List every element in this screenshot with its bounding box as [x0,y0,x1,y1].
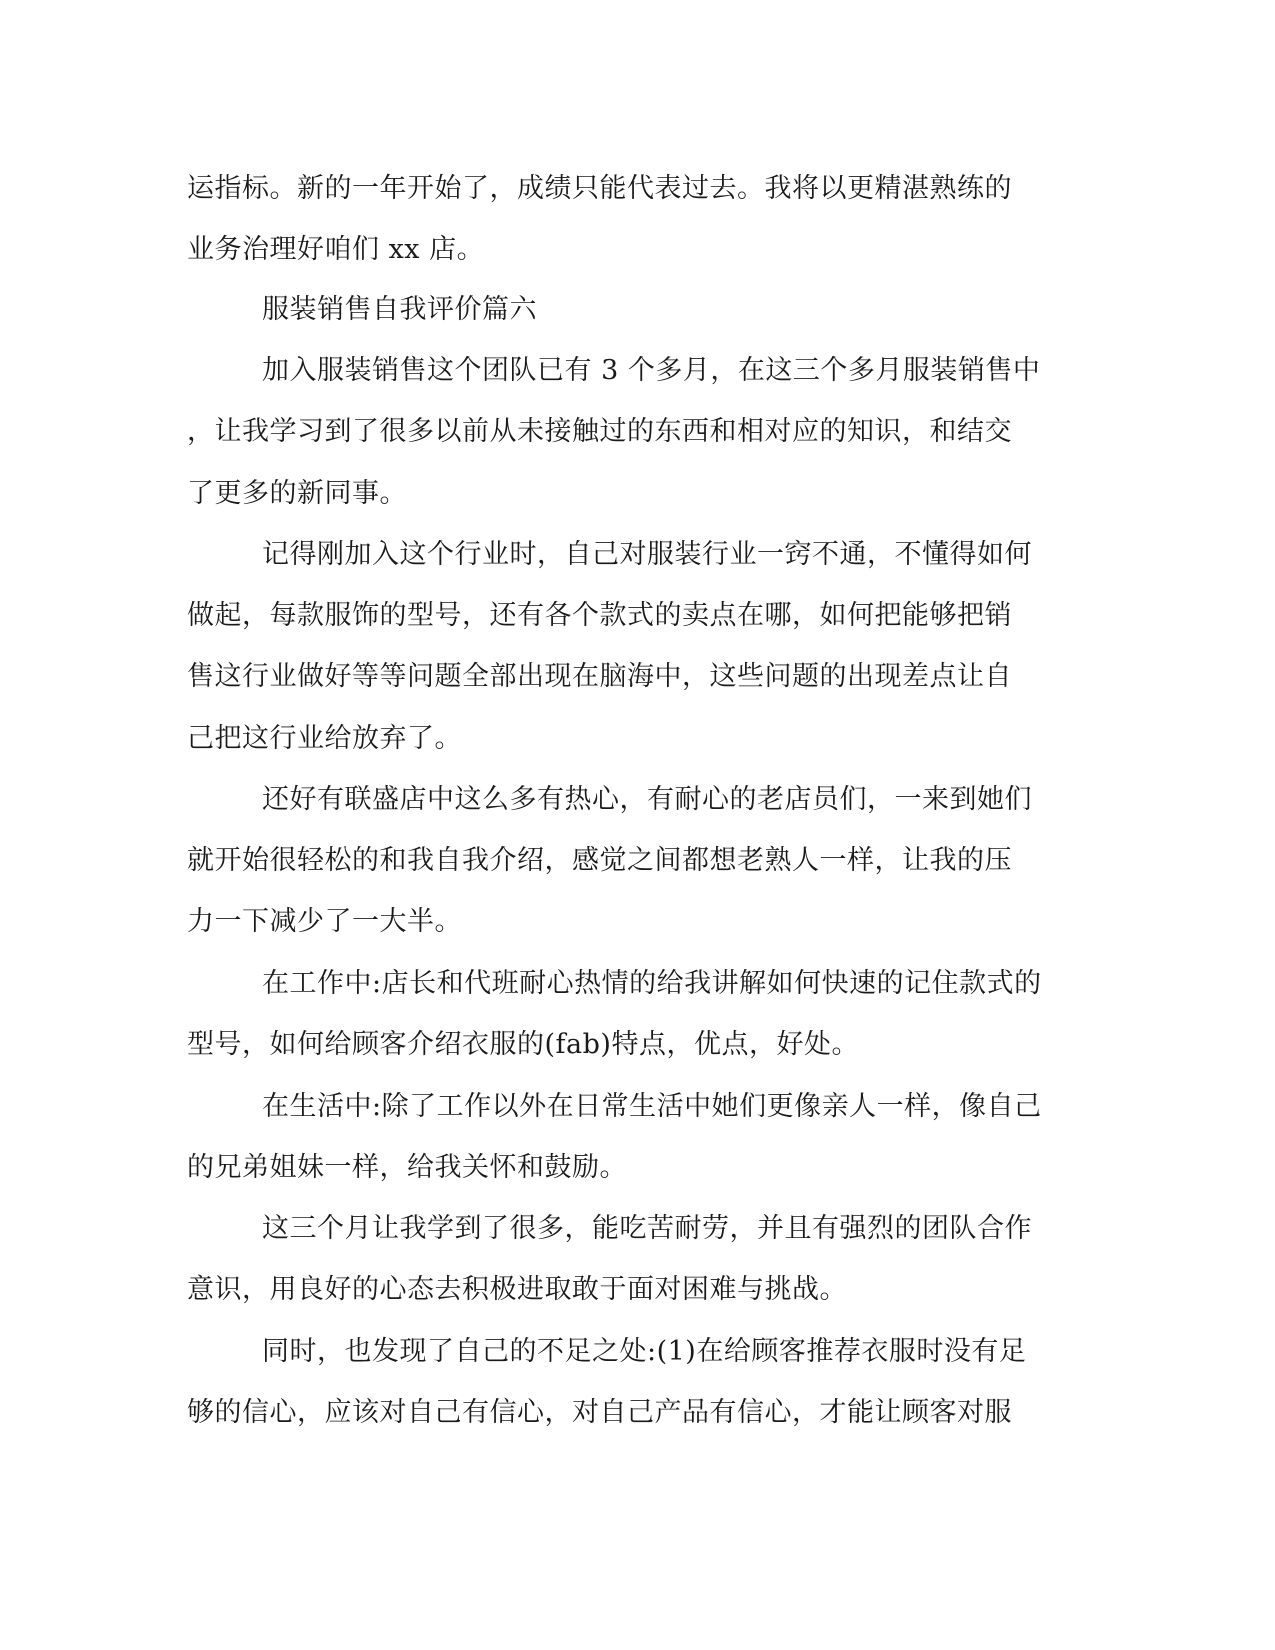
text-line: 意识，用良好的心态去积极进取敢于面对困难与挑战。 [187,1274,847,1305]
text-line: 型号，如何给顾客介绍衣服的(fab)特点，优点，好处。 [187,1029,859,1060]
text-line: 做起，每款服饰的型号，还有各个款式的卖点在哪，如何把能够把销 [187,600,1012,631]
text-line: 加入服装销售这个团队已有 3 个多月，在这三个多月服装销售中 [262,355,1041,386]
text-line: 在工作中:店长和代班耐心热情的给我讲解如何快速的记住款式的 [262,968,1042,999]
text-line: 业务治理好咱们 xx 店。 [187,234,485,265]
text-line: 的兄弟姐妹一样，给我关怀和鼓励。 [187,1152,627,1183]
text-line: 就开始很轻松的和我自我介绍，感觉之间都想老熟人一样，让我的压 [187,845,1012,876]
text-line: 力一下减少了一大半。 [187,906,462,937]
text-line: 己把这行业给放弃了。 [187,723,462,754]
text-line: ，让我学习到了很多以前从未接触过的东西和相对应的知识，和结交 [187,416,1012,447]
text-line: 售这行业做好等等问题全部出现在脑海中，这些问题的出现差点让自 [187,661,1012,692]
text-line: 在生活中:除了工作以外在日常生活中她们更像亲人一样，像自己 [262,1091,1042,1122]
text-line: 这三个月让我学到了很多，能吃苦耐劳，并且有强烈的团队合作 [262,1213,1032,1244]
text-line: 了更多的新同事。 [187,478,407,509]
section-heading: 服装销售自我评价篇六 [262,294,537,325]
text-line: 同时，也发现了自己的不足之处:(1)在给顾客推荐衣服时没有足 [262,1336,1027,1367]
text-line: 运指标。新的一年开始了，成绩只能代表过去。我将以更精湛熟练的 [187,173,1012,204]
text-line: 还好有联盛店中这么多有热心，有耐心的老店员们，一来到她们 [262,784,1032,815]
text-line: 记得刚加入这个行业时，自己对服装行业一窍不通，不懂得如何 [262,539,1032,570]
text-line: 够的信心，应该对自己有信心，对自己产品有信心，才能让顾客对服 [187,1397,1012,1428]
